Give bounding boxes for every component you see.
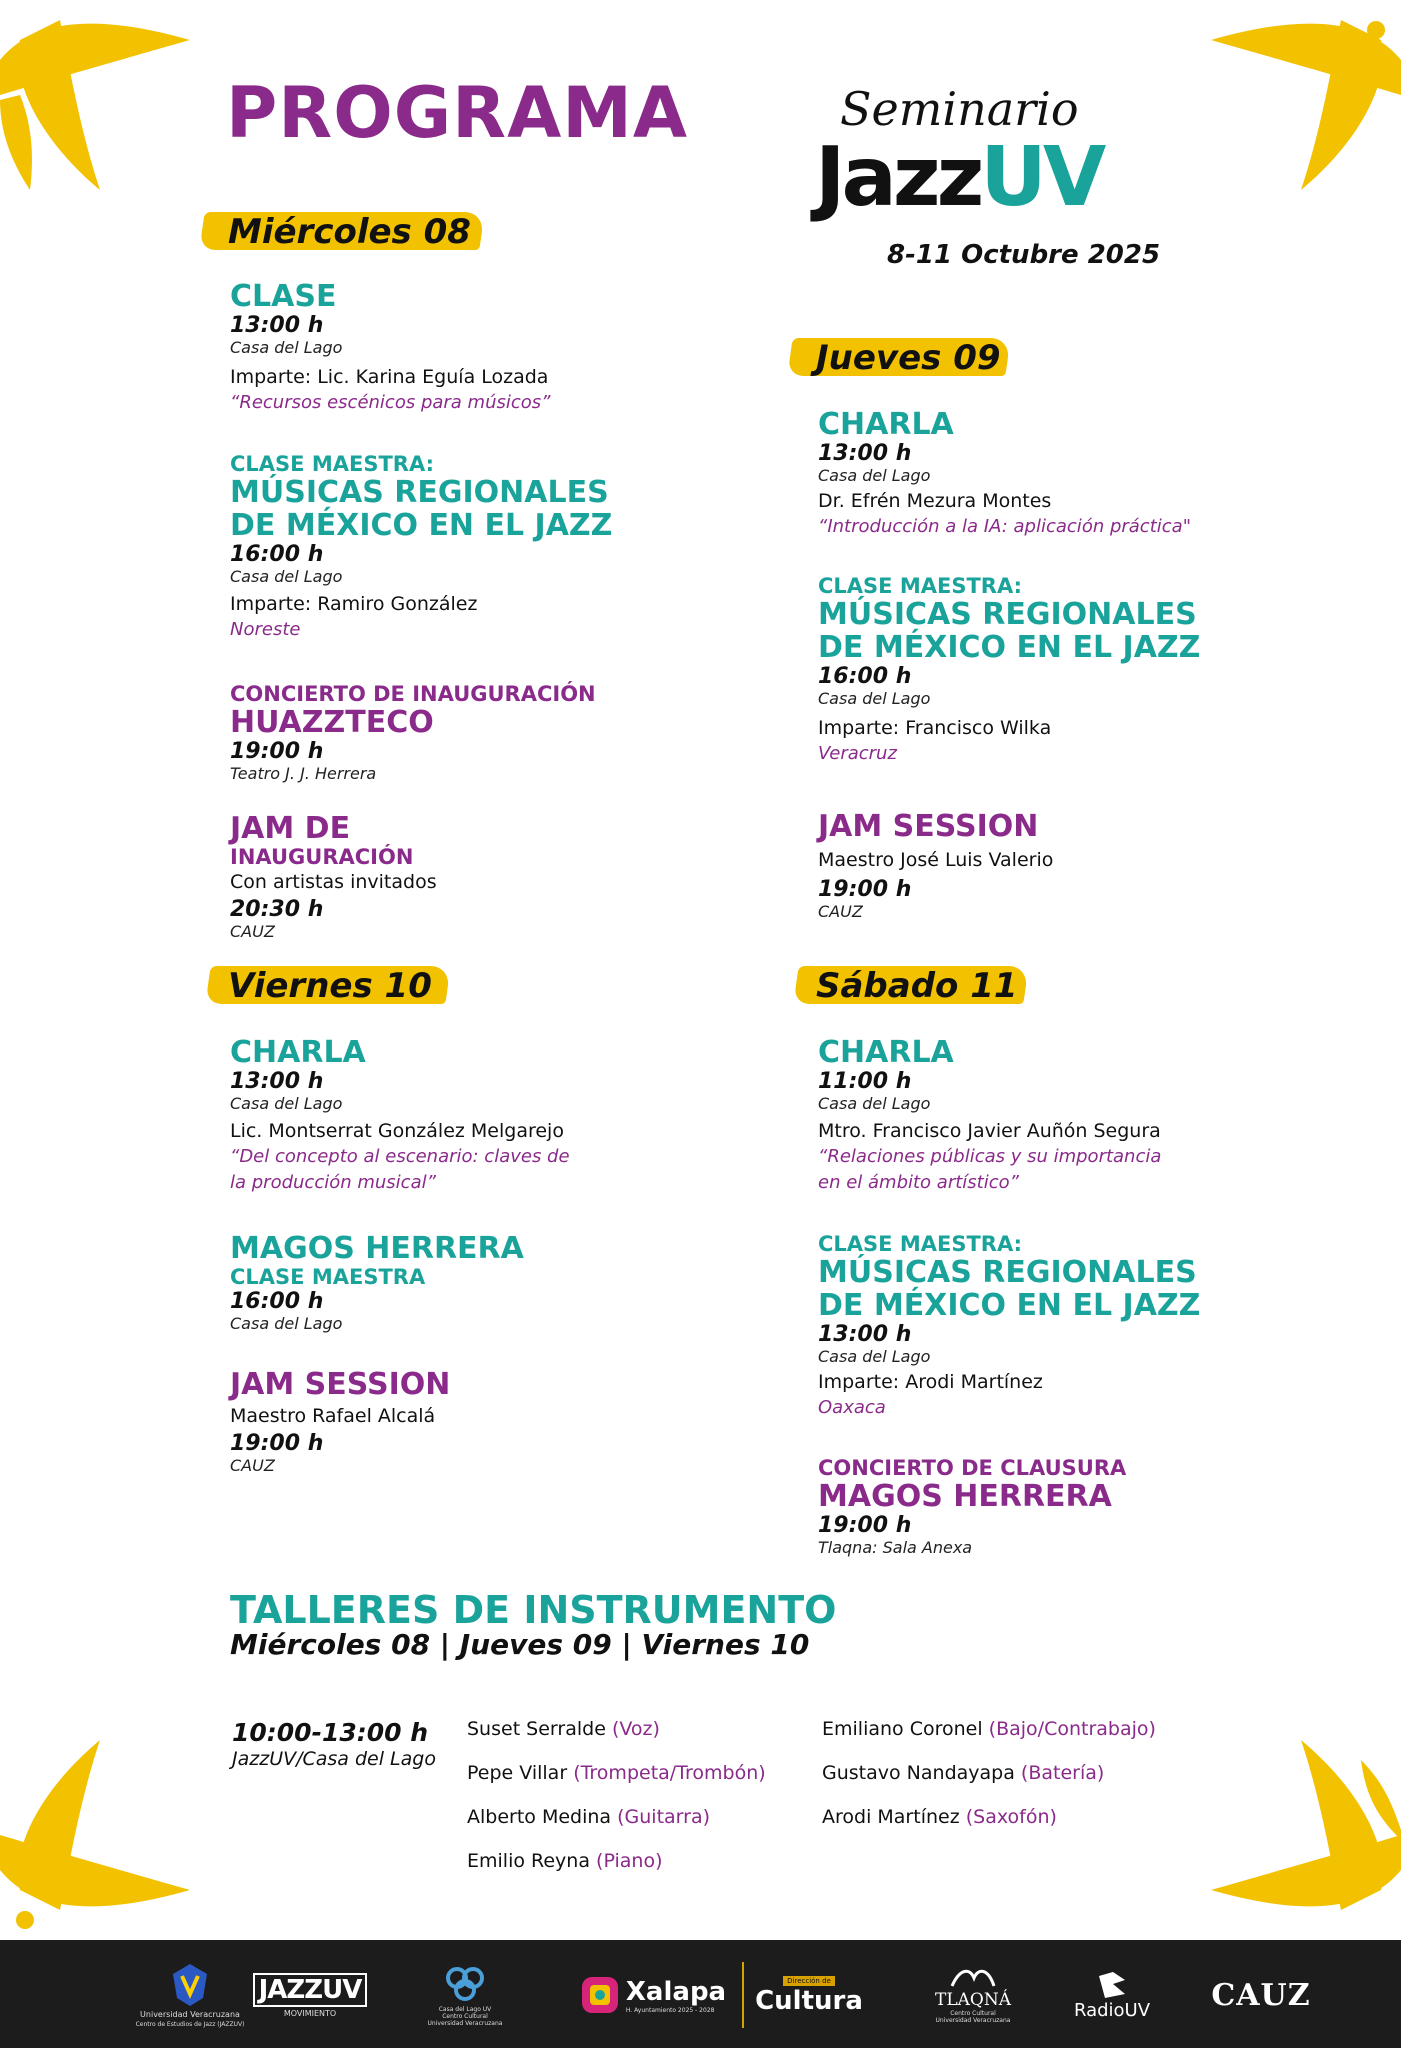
event-place: Casa del Lago [230,1094,343,1113]
tlaqna-wave-icon [950,1966,996,1990]
event-subtitle: CONCIERTO DE CLAUSURA [818,1456,1127,1480]
event-time: 19:00 h [230,1431,324,1456]
sponsor-footer [0,1940,1401,2048]
event-place: Teatro J. J. Herrera [230,764,377,783]
day-heading-friday: Viernes 10 [228,966,432,1006]
event-title: JAM DE [230,811,351,846]
event-topic-line-2: la producción musical” [230,1172,436,1193]
event-title-line-2: DE MÉXICO EN EL JAZZ [818,1288,1201,1323]
event-title-line-1: MÚSICAS REGIONALES [818,1255,1197,1290]
event-title: CLASE [230,279,337,314]
teacher-name: Emiliano Coronel [822,1718,983,1740]
event-topic-line-1: “Relaciones públicas y su importancia [818,1146,1162,1167]
event-sat-charla [818,1036,1378,1196]
day-heading-thursday: Jueves 09 [816,338,1001,378]
event-title: JAM SESSION [230,1367,451,1402]
event-time: 13:00 h [230,1069,324,1094]
teacher-instrument: (Bajo/Contrabajo) [988,1718,1156,1740]
event-speaker: Imparte: Arodi Martínez [818,1371,1043,1393]
teacher-name: Arodi Martínez [822,1806,960,1828]
event-time: 13:00 h [818,441,912,466]
event-sat-clase-maestra [818,1232,1378,1421]
event-speaker: Maestro Rafael Alcalá [230,1405,436,1427]
workshops-time: 10:00-13:00 h [232,1718,429,1747]
event-title: HUAZZTECO [230,705,434,740]
uv-shield-icon [167,1962,213,2008]
event-time: 16:00 h [230,1289,324,1314]
teacher-instrument: (Trompeta/Trombón) [573,1762,766,1784]
event-topic: “Recursos escénicos para músicos” [230,392,551,413]
event-time: 11:00 h [818,1069,912,1094]
xalapa-logo: Xalapa H. Ayuntamiento 2025 - 2028 [572,1962,732,2028]
event-thu-clase-maestra [818,574,1378,767]
radiouv-logo: RadioUV [1062,1962,1162,2028]
workshop-teacher [822,1806,1057,1828]
teacher-name: Suset Serralde [467,1718,606,1740]
event-title-line-2: DE MÉXICO EN EL JAZZ [818,630,1201,665]
teacher-name: Pepe Villar [467,1762,568,1784]
event-title: MAGOS HERRERA [230,1231,524,1266]
page-title: PROGRAMA [226,72,689,154]
event-speaker: Imparte: Francisco Wilka [818,717,1052,739]
teacher-instrument: (Batería) [1020,1762,1105,1784]
event-speaker: Imparte: Lic. Karina Eguía Lozada [230,366,549,388]
event-thu-jam [818,810,1358,922]
brand-script: Seminario [840,82,1079,136]
casa-del-lago-icon [441,1964,489,2004]
event-title-line-1: MÚSICAS REGIONALES [230,475,609,510]
event-fri-jam [230,1368,790,1476]
event-thu-charla [818,408,1358,540]
event-place: Casa del Lago [230,567,343,586]
event-place: CAUZ [230,922,275,941]
event-subtitle: INAUGURACIÓN [230,845,414,869]
teacher-name: Emilio Reyna [467,1850,590,1872]
event-wed-clase-maestra [230,452,790,643]
event-place: Casa del Lago [230,338,343,357]
workshop-teacher [467,1806,710,1828]
teacher-name: Alberto Medina [467,1806,612,1828]
cauz-logo: CAUZ [1211,1977,1311,2013]
event-speaker: Dr. Efrén Mezura Montes [818,490,1052,512]
event-title: CHARLA [230,1035,366,1070]
event-time: 19:00 h [230,739,324,764]
workshop-teacher [822,1718,1156,1740]
event-fri-magos [230,1232,790,1334]
event-fri-charla [230,1036,790,1196]
event-place: CAUZ [230,1456,275,1475]
event-time: 16:00 h [230,542,324,567]
brand-uv: UV [980,130,1103,225]
event-place: Casa del Lago [818,466,931,485]
event-topic-line-1: “Del concepto al escenario: claves de [230,1146,570,1167]
event-wed-jam [230,812,790,942]
corner-flower-bottom-right [1191,1720,1401,1940]
event-sat-concierto [818,1456,1378,1558]
direccion-cultura-logo: Dirección de Cultura [742,1962,874,2028]
casa-del-lago-logo: Casa del Lago UV Centro Cultural Universidad Veracruzana [405,1962,525,2028]
corner-flower-top-left [0,0,210,210]
event-place: Tlaqna: Sala Anexa [818,1538,973,1557]
event-title-line-2: DE MÉXICO EN EL JAZZ [230,508,613,543]
jazzuv-movimiento-logo: JAZZUV MOVIMIENTO [255,1962,365,2028]
event-title-line-1: MÚSICAS REGIONALES [818,597,1197,632]
seminario-jazzuv-logo [815,82,1175,282]
workshops-days: Miércoles 08 | Jueves 09 | Viernes 10 [230,1628,810,1661]
event-title: CHARLA [818,407,954,442]
event-region: Veracruz [818,743,897,764]
workshops-title: TALLERES DE INSTRUMENTO [230,1588,837,1632]
teacher-instrument: (Guitarra) [617,1806,711,1828]
event-subtitle: CLASE MAESTRA: [818,1232,1022,1256]
workshop-teacher [822,1762,1104,1784]
event-time: 13:00 h [818,1322,912,1347]
day-heading-wednesday: Miércoles 08 [228,212,471,252]
event-place: Casa del Lago [230,1314,343,1333]
brand-jazz: Jazz [815,130,981,225]
tlaqna-logo: TLAQNÁ Centro Cultural Universidad Veracruzana [918,1962,1028,2028]
event-time: 20:30 h [230,897,324,922]
xalapa-emblem-icon [578,1973,622,2017]
workshop-teacher [467,1718,660,1740]
event-title: MAGOS HERRERA [818,1479,1112,1514]
brand-dates: 8-11 Octubre 2025 [887,240,1161,270]
event-place: Casa del Lago [818,1347,931,1366]
corner-flower-top-right [1191,0,1401,210]
event-subtitle: CLASE MAESTRA [230,1265,426,1289]
event-speaker: Lic. Montserrat González Melgarejo [230,1120,564,1142]
event-place: Casa del Lago [818,689,931,708]
workshop-teacher [467,1850,663,1872]
event-wed-concierto [230,682,790,784]
workshops-place: JazzUV/Casa del Lago [232,1748,436,1770]
radio-wave-icon [1095,1970,1129,2000]
event-place: CAUZ [818,902,863,921]
event-time: 19:00 h [818,1513,912,1538]
uv-logo: Universidad Veracruzana Centro de Estudios de Jazz (JAZZUV) [120,1962,260,2028]
event-topic: “Introducción a la IA: aplicación práctica" [818,516,1191,537]
corner-flower-bottom-left [0,1720,210,1940]
event-region: Oaxaca [818,1397,886,1418]
teacher-instrument: (Piano) [596,1850,663,1872]
event-speaker: Maestro José Luis Valerio [818,849,1054,871]
event-subtitle: CLASE MAESTRA: [230,452,434,476]
event-time: 13:00 h [230,313,324,338]
event-subtitle: CLASE MAESTRA: [818,574,1022,598]
event-speaker: Imparte: Ramiro González [230,593,478,615]
teacher-instrument: (Voz) [611,1718,660,1740]
event-speaker: Con artistas invitados [230,871,437,893]
event-time: 16:00 h [818,664,912,689]
event-speaker: Mtro. Francisco Javier Auñón Segura [818,1120,1161,1142]
event-subtitle: CONCIERTO DE INAUGURACIÓN [230,682,596,706]
workshop-teacher [467,1762,766,1784]
event-place: Casa del Lago [818,1094,931,1113]
event-wed-clase [230,280,750,416]
event-title: JAM SESSION [818,809,1039,844]
event-topic-line-2: en el ámbito artístico” [818,1172,1019,1193]
teacher-name: Gustavo Nandayapa [822,1762,1015,1784]
event-title: CHARLA [818,1035,954,1070]
day-heading-saturday: Sábado 11 [816,966,1018,1006]
event-time: 19:00 h [818,877,912,902]
event-region: Noreste [230,619,301,640]
teacher-instrument: (Saxofón) [965,1806,1057,1828]
